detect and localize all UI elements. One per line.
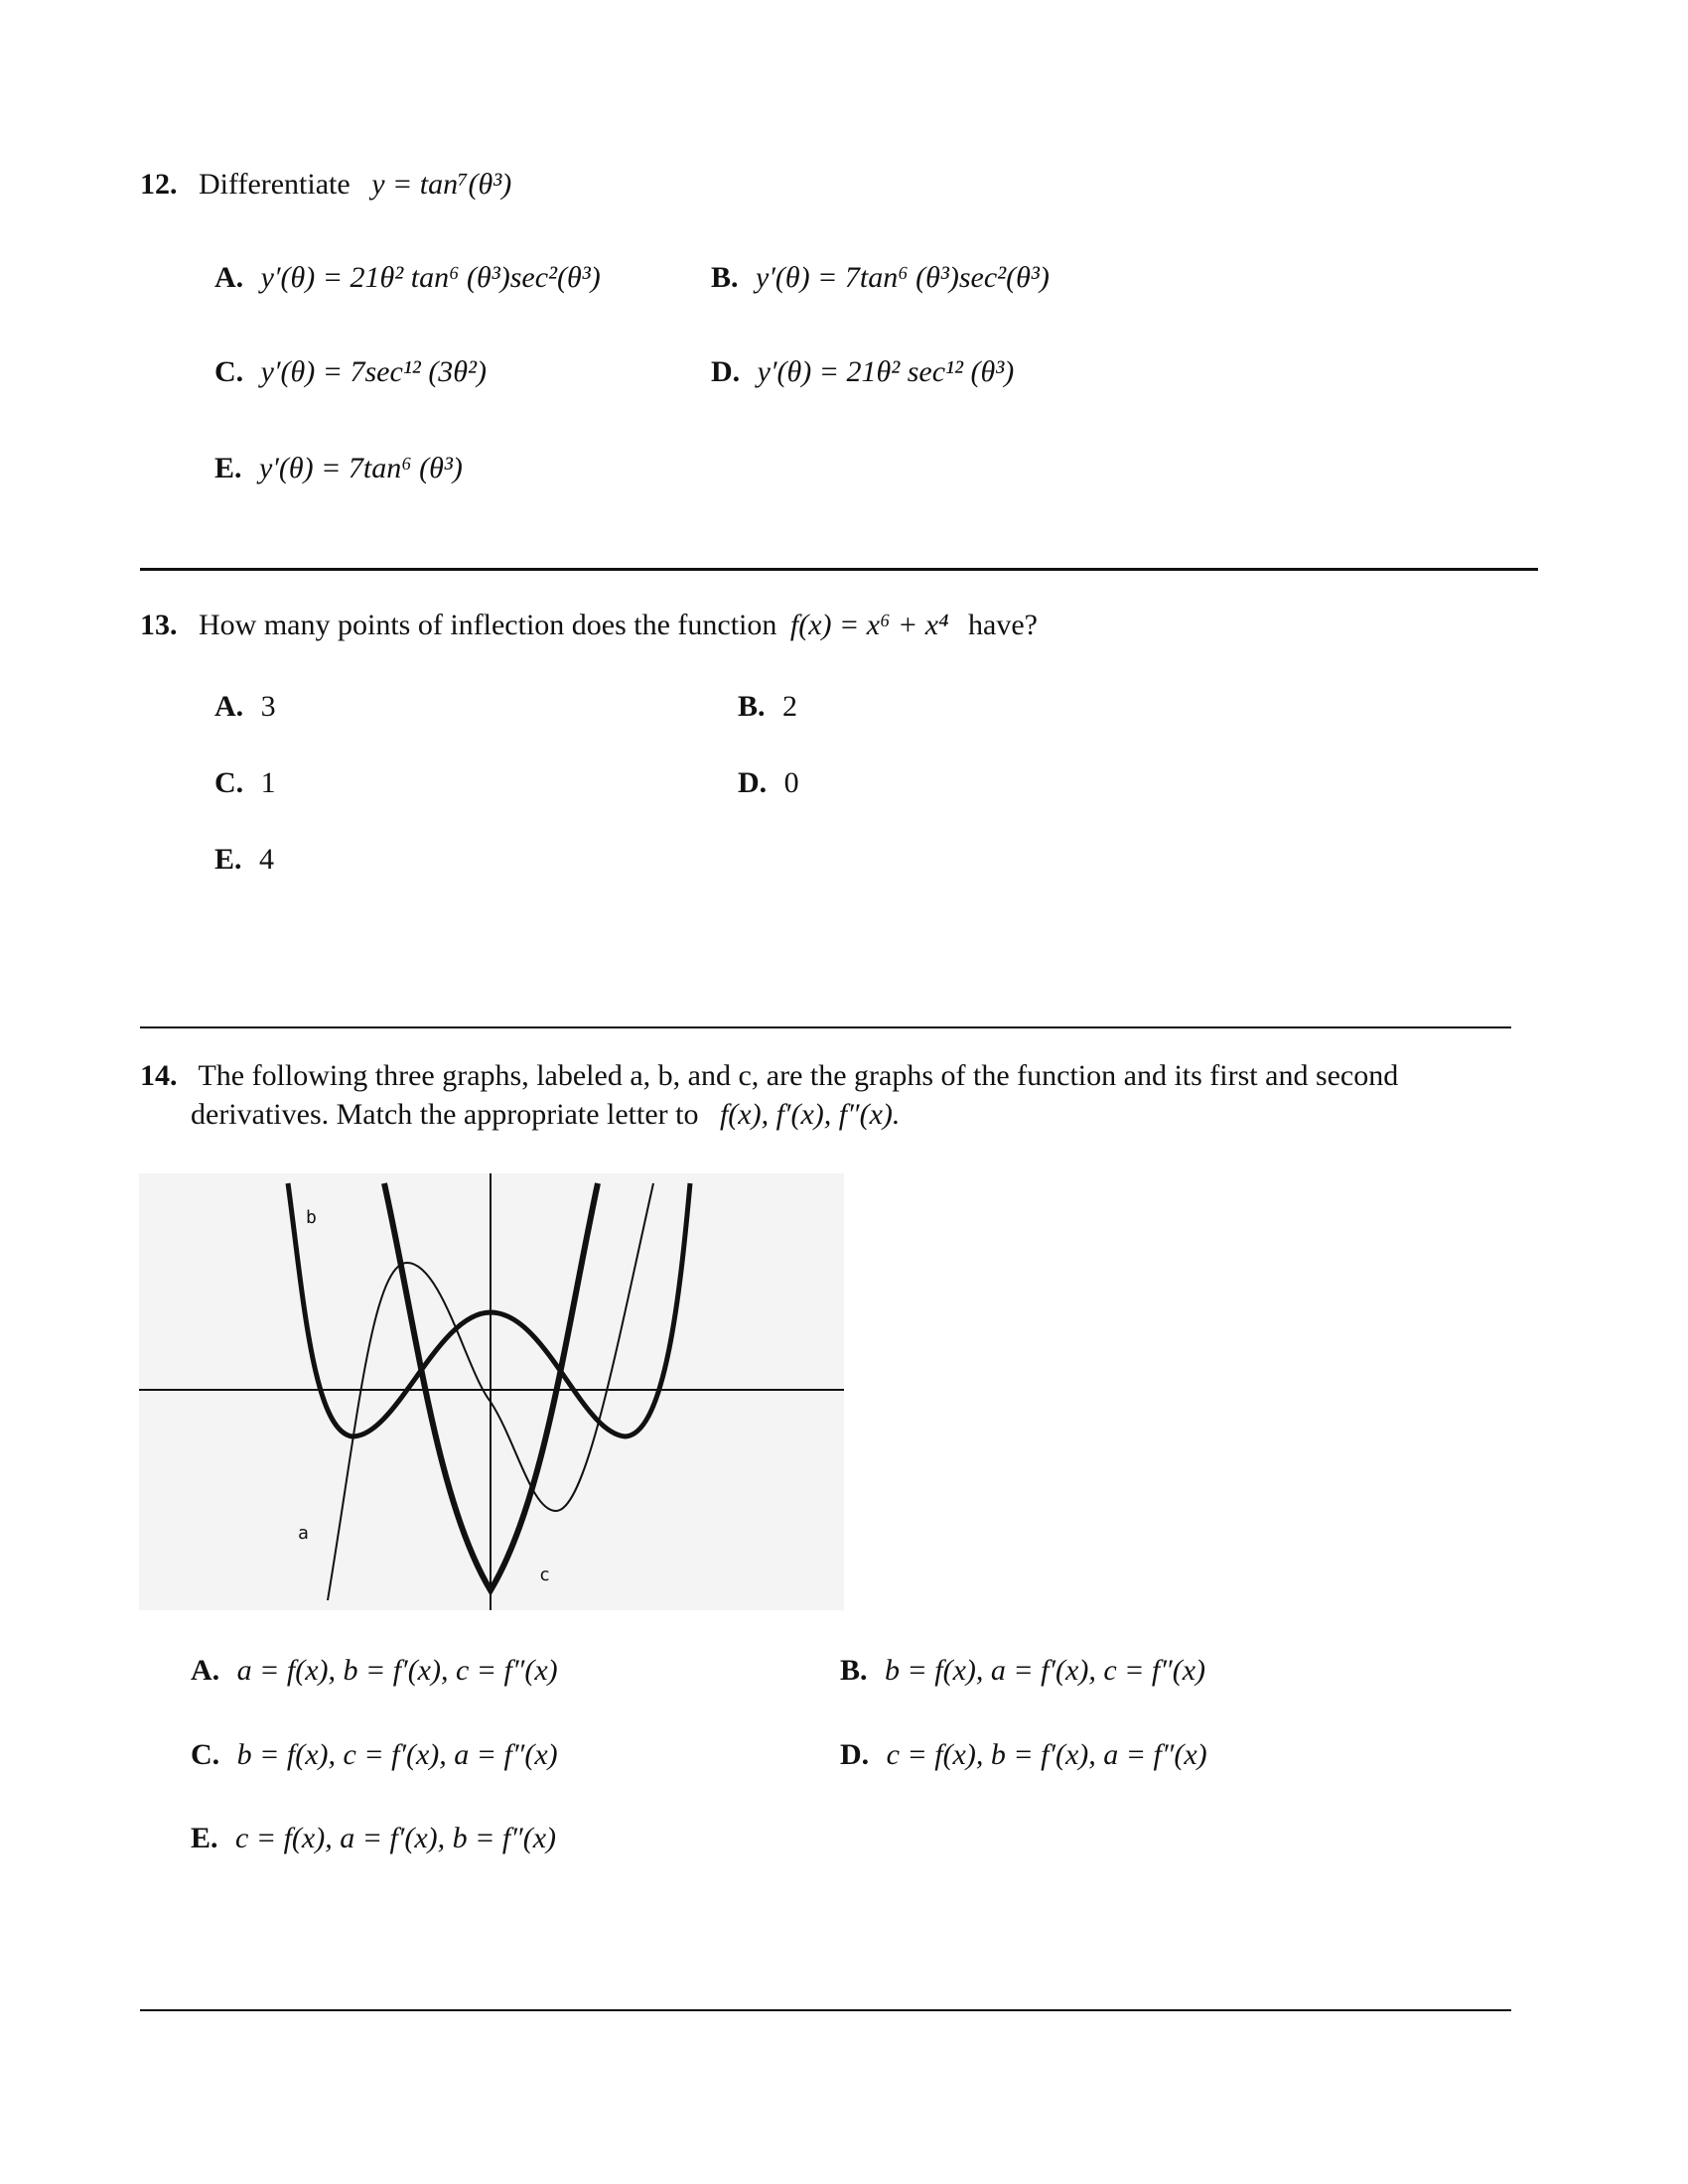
option-rest: (θ³)sec²(θ³) (915, 261, 1050, 294)
option-label: E. (214, 843, 242, 876)
option-label: A. (214, 261, 244, 294)
option-label: E. (191, 1822, 218, 1854)
option-label: D. (840, 1738, 870, 1771)
option-rest: (θ³) (419, 452, 463, 484)
q14-expression: f(x), f′(x), f″(x). (719, 1098, 901, 1131)
q12-option-c[interactable] (214, 354, 487, 390)
q13-number: 13. (140, 609, 178, 641)
option-text: c = f(x), b = f′(x), a = f″(x) (886, 1738, 1207, 1771)
divider (140, 568, 1538, 571)
q14-prompt-line1 (140, 1058, 1398, 1094)
option-lhs: y′(θ) = 7tan⁶ (259, 452, 412, 484)
q12-option-b[interactable] (711, 260, 1050, 296)
option-lhs: y′(θ) = 21θ² sec¹² (757, 355, 964, 388)
q13-expression: f(x) = x⁶ + x⁴ (789, 609, 949, 641)
option-value: 4 (259, 843, 275, 876)
option-value: 0 (783, 766, 799, 799)
option-label: B. (738, 690, 766, 723)
q12-option-d[interactable] (711, 354, 1014, 390)
graph-label-c: c (539, 1565, 550, 1585)
option-label: D. (738, 766, 768, 799)
option-rest: (3θ²) (428, 355, 488, 388)
q12-expression: y = tan⁷(θ³) (371, 168, 512, 201)
option-lhs: y′(θ) = 7tan⁶ (756, 261, 909, 294)
option-label: D. (711, 355, 741, 388)
q13-text-after: have? (968, 609, 1038, 641)
option-text: b = f(x), a = f′(x), c = f″(x) (885, 1654, 1206, 1687)
q13-option-c[interactable] (214, 765, 276, 801)
option-label: E. (214, 452, 242, 484)
option-label: C. (214, 766, 244, 799)
q14-option-c[interactable] (191, 1737, 558, 1773)
q12-text: Differentiate (199, 168, 351, 201)
option-text: b = f(x), c = f′(x), a = f″(x) (236, 1738, 558, 1771)
q13-option-b[interactable] (738, 689, 797, 725)
q12-option-e[interactable] (214, 451, 463, 486)
graph-label-b: b (306, 1207, 317, 1228)
derivative-graph (139, 1173, 844, 1610)
option-label: A. (191, 1654, 220, 1687)
graph-label-a: a (298, 1523, 309, 1544)
q12-number: 12. (140, 168, 178, 201)
option-label: B. (840, 1654, 868, 1687)
q14-number: 14. (140, 1059, 178, 1092)
q13-option-d[interactable] (738, 765, 799, 801)
option-value: 3 (260, 690, 276, 723)
q13-prompt (140, 608, 1038, 643)
option-text: c = f(x), a = f′(x), b = f″(x) (235, 1822, 557, 1854)
option-text: a = f(x), b = f′(x), c = f″(x) (236, 1654, 558, 1687)
q14-text-line1: The following three graphs, labeled a, b, and c, are the graphs of the function and its first and second (198, 1059, 1399, 1092)
divider (140, 2009, 1511, 2011)
option-label: B. (711, 261, 739, 294)
q14-option-e[interactable] (191, 1821, 556, 1856)
q14-prompt-line2 (191, 1097, 900, 1133)
divider (140, 1026, 1511, 1028)
option-label: A. (214, 690, 244, 723)
option-label: C. (191, 1738, 220, 1771)
option-label: C. (214, 355, 244, 388)
option-rest: (θ³) (970, 355, 1015, 388)
option-value: 2 (782, 690, 798, 723)
option-lhs: y′(θ) = 21θ² tan⁶ (260, 261, 460, 294)
q14-text-line2: derivatives. Match the appropriate letter to (191, 1098, 699, 1131)
q14-option-d[interactable] (840, 1737, 1207, 1773)
option-lhs: y′(θ) = 7sec¹² (260, 355, 421, 388)
q13-option-a[interactable] (214, 689, 276, 725)
option-rest: (θ³)sec²(θ³) (467, 261, 601, 294)
q14-option-b[interactable] (840, 1653, 1205, 1689)
q12-option-a[interactable] (214, 260, 601, 296)
q13-option-e[interactable] (214, 842, 274, 878)
option-value: 1 (260, 766, 276, 799)
q14-option-a[interactable] (191, 1653, 558, 1689)
q13-text-before: How many points of inflection does the function (199, 609, 777, 641)
q12-prompt (140, 167, 511, 203)
